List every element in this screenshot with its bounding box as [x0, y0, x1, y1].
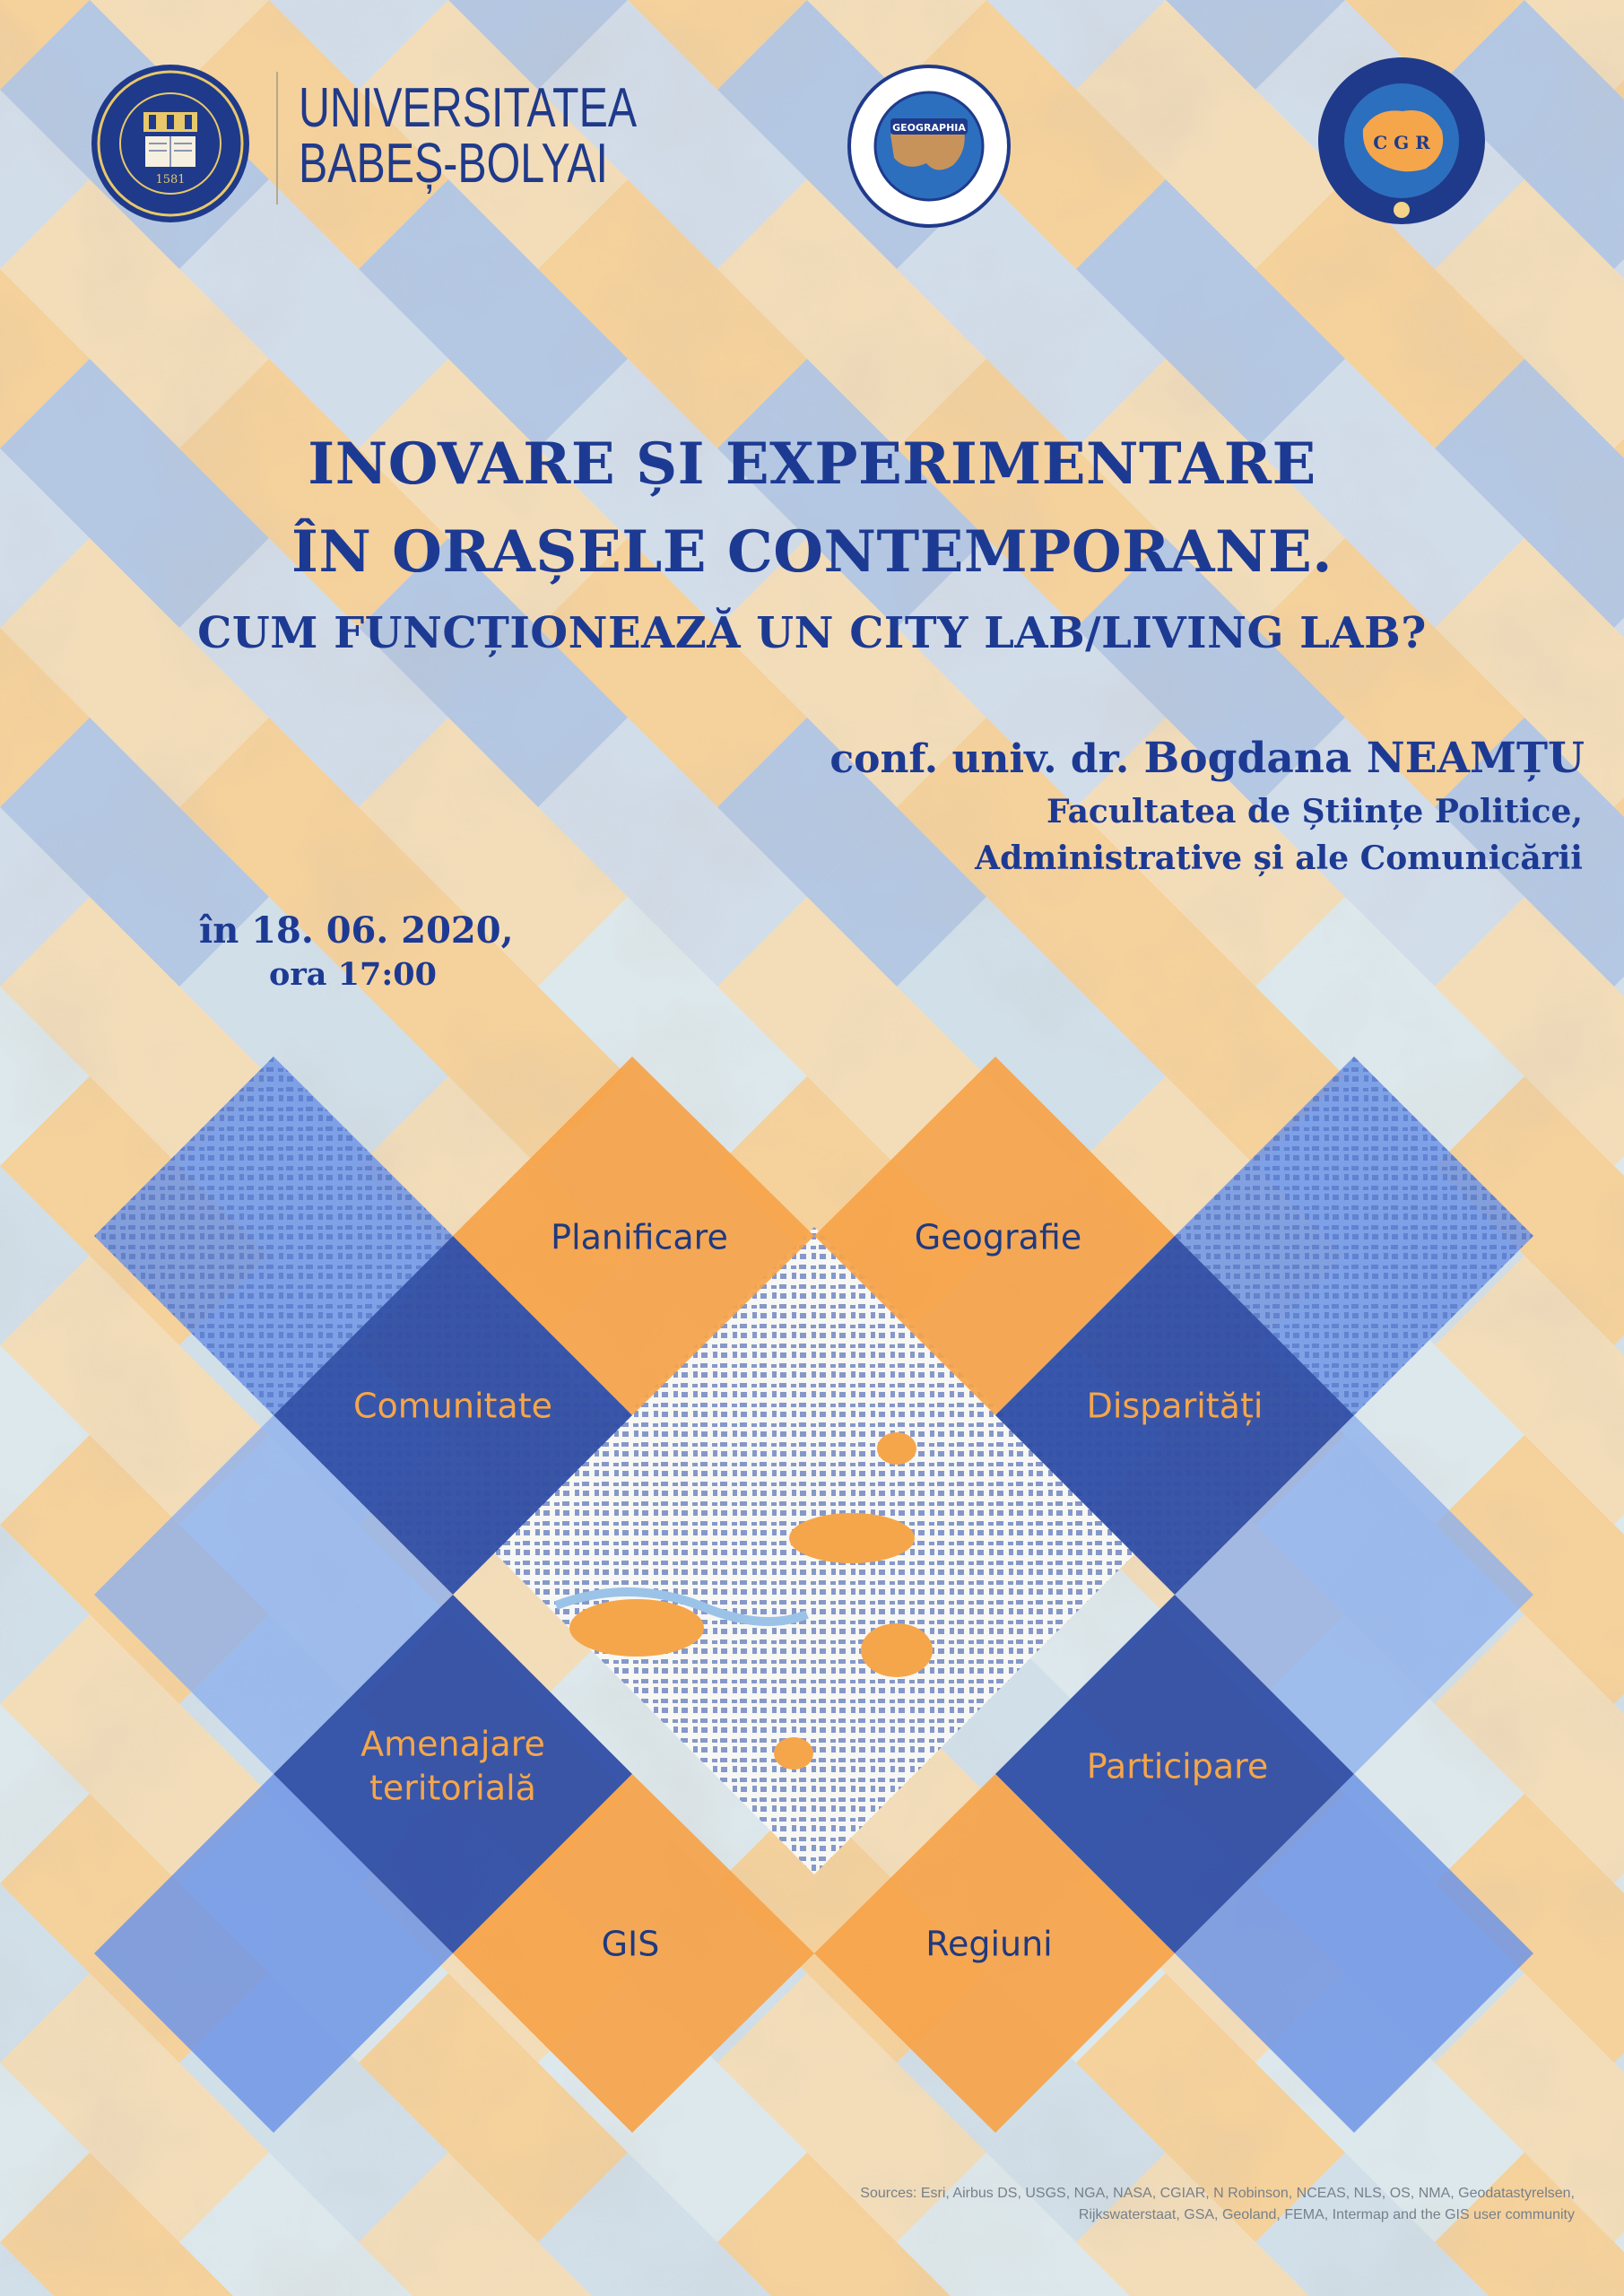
university-name-line2: BABEȘ-BOLYAI — [299, 133, 608, 195]
speaker-faculty-line1: Facultatea de Științe Politice, — [1046, 793, 1583, 831]
ubb-seal-year: 1581 — [155, 173, 186, 187]
geographia-label: GEOGRAPHIA — [892, 122, 966, 134]
keyword-amenajare-line1: Amenajare — [360, 1724, 545, 1764]
keyword-comunitate: Comunitate — [353, 1386, 552, 1426]
keyword-amenajare-teritoriala — [360, 1723, 545, 1812]
keyword-geografie: Geografie — [914, 1217, 1082, 1257]
title-line1: INOVARE ȘI EXPERIMENTARE — [308, 430, 1316, 498]
event-time: ora 17:00 — [269, 956, 437, 993]
speaker — [829, 734, 1585, 783]
event-date: în 18. 06. 2020, — [199, 909, 514, 952]
university-name-line1: UNIVERSITATEA — [299, 77, 638, 139]
speaker-name: Bogdana NEAMȚU — [1143, 734, 1585, 783]
sources-line1: Sources: Esri, Airbus DS, USGS, NGA, NASA, CGIAR, N Robinson, NCEAS, NLS, OS, NMA, Geodatastyrelsen, — [860, 2186, 1575, 2201]
title-line2: ÎN ORAȘELE CONTEMPORANE. — [291, 518, 1333, 586]
speaker-faculty-line2: Administrative și ale Comunicării — [975, 839, 1583, 877]
keyword-regiuni: Regiuni — [925, 1924, 1053, 1964]
geographia-seal-logo — [847, 65, 1011, 228]
cgr-label: C G R — [1373, 132, 1430, 153]
speaker-prefix: conf. univ. dr. — [829, 736, 1130, 782]
university-name — [299, 77, 638, 195]
keyword-planificare: Planificare — [551, 1217, 728, 1257]
keyword-disparitati: Disparități — [1086, 1386, 1264, 1426]
keyword-participare: Participare — [1086, 1746, 1269, 1787]
map-sources-credit — [860, 2183, 1575, 2226]
cgr-seal-logo — [1316, 56, 1487, 226]
header-divider — [276, 72, 278, 204]
title-line3: CUM FUNCȚIONEAZĂ UN CITY LAB/LIVING LAB? — [197, 608, 1427, 658]
sources-line2: Rijkswaterstaat, GSA, Geoland, FEMA, Intermap and the GIS user community — [1078, 2207, 1575, 2222]
ubb-seal-logo — [90, 63, 251, 224]
keyword-gis: GIS — [601, 1924, 660, 1964]
keyword-amenajare-line2: teritorială — [369, 1769, 536, 1808]
